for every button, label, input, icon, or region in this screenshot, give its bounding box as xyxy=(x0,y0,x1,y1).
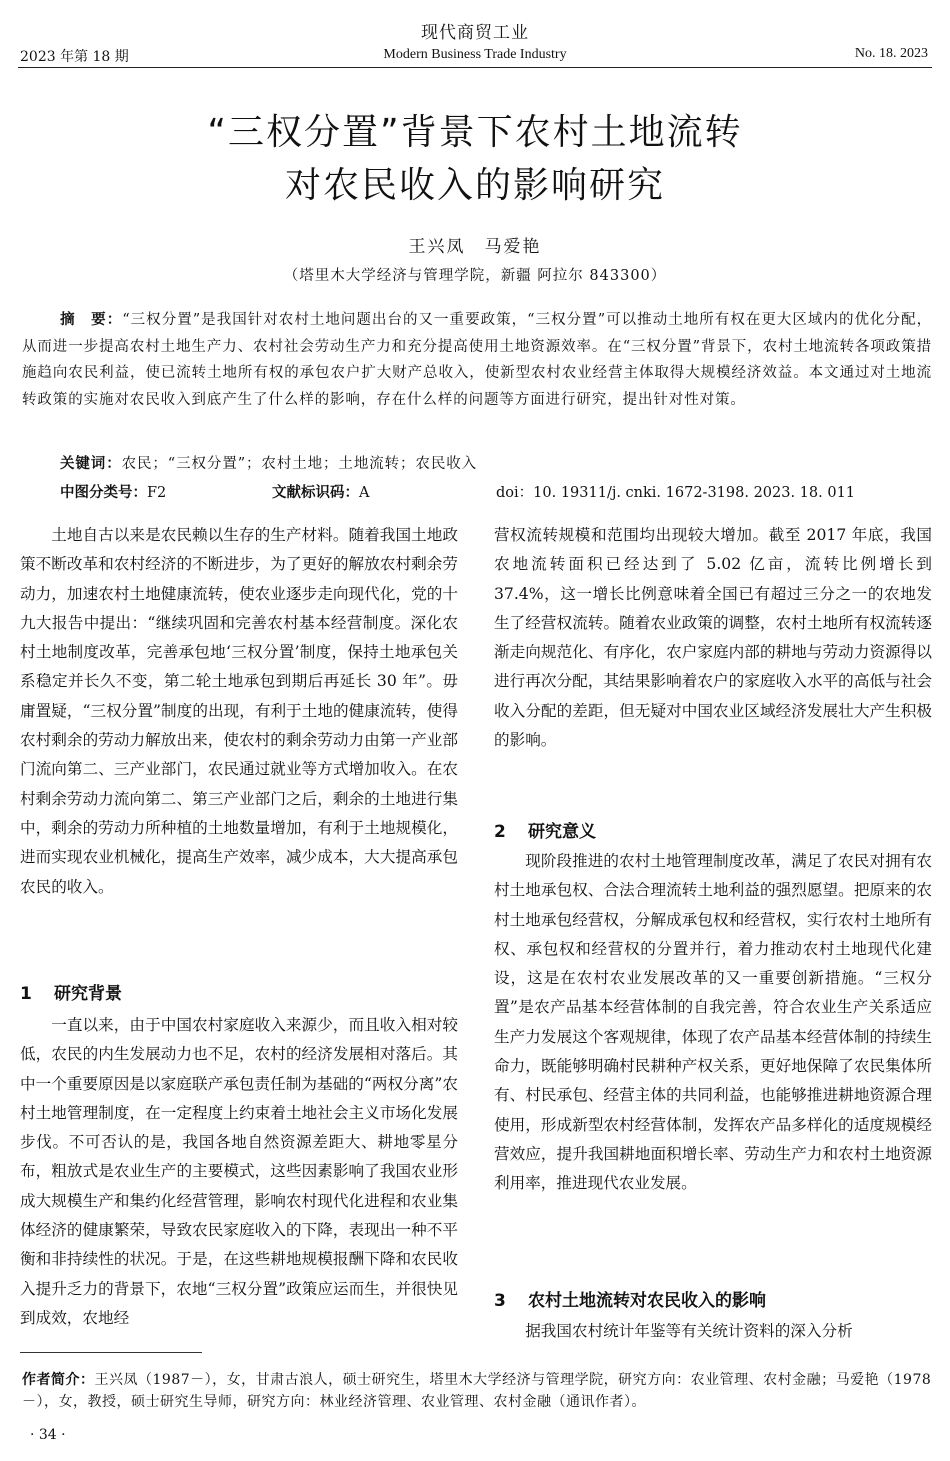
section-1-paragraph: 一直以来，由于中国农村家庭收入来源少，而且收入相对较低，农民的内生发展动力也不足，农村的经济发展相对落后。其中一个重要原因是以家庭联产承包责任制为基础的“两权分离”农村土地管理制度，在一定程度上约束着土地社会主义市场化发展步伐。不可否认的是，我国各地自然资源差距大、耕地零星分布，粗放式是农业生产的主要模式，这些因素影响了我国农业形成大规模生产和集约化经营管理，影响农村现代化进程和农业集体经济的健康繁荣，导致农民家庭收入的下降，表现出一种不平衡和非持续性的状况。于是，在这些耕地规模报酬下降和农民收入提升乏力的背景下，农地“三权分置”政策应运而生，并很快见到成效，农地经 xyxy=(20,1016,458,1327)
left-column-intro xyxy=(20,521,458,902)
section-1-title: 研究背景 xyxy=(54,984,122,1004)
section-1-heading xyxy=(20,979,122,1004)
affiliation: （塔里木大学经济与管理学院，新疆 阿拉尔 843300） xyxy=(283,268,667,284)
section-3-number: 3 xyxy=(494,1291,506,1311)
continued-paragraph: 营权流转规模和范围均出现较大增加。截至 2017 年底，我国农地流转面积已经达到了 5.02 亿亩，流转比例增长到 37.4%，这一增长比例意味着全国已有超过三分之一的农地发生了经营权流转。随着农业政策的调整，农村土地所有权流转逐渐走向规范化、有序化，农户家庭内部的耕地与劳动力资源得以进行再次分配，其结果影响着农户的家庭收入水平的高低与社会收入分配的差距，但无疑对中国农业区域经济发展壮大产生积极的影响。 xyxy=(494,526,932,750)
section-2-paragraph: 现阶段推进的农村土地管理制度改革，满足了农民对拥有农村土地承包权、合法合理流转土地利益的强烈愿望。把原来的农村土地承包经营权，分解成承包权和经营权，实行农村土地所有权、承包权和经营权的分置并行，着力推动农村土地现代化建设，这是在农村农业发展改革的又一重要创新措施。“三权分置”是农产品基本经营体制的自我完善，符合农业生产关系适应生产力发展这个客观规律，体现了农产品基本经营体制的持续生命力，既能够明确村民耕种产权关系，更好地保障了农民集体所有、村民承包、经营主体的共同利益，也能够推进耕地资源合理使用，形成新型农村经营体制，发挥农产品多样化的适度规模经营效应，提升我国耕地面积增长率、劳动生产力和农村土地资源利用率，推进现代农业发展。 xyxy=(494,852,932,1193)
right-column-section-2 xyxy=(494,847,932,1199)
journal-name-en: Modern Business Trade Industry xyxy=(383,47,567,62)
title-line-1: “三权分置”背景下农村土地流转 xyxy=(207,112,743,153)
keywords xyxy=(60,452,477,473)
footnote-label: 作者简介： xyxy=(22,1372,95,1388)
left-column-section-1 xyxy=(20,1011,458,1333)
journal-name: 现代商贸工业 xyxy=(421,23,529,43)
abstract-text: “三权分置”是我国针对农村土地问题出台的又一重要政策，“三权分置”可以推动土地所有权在更大区域内的优化分配，从而进一步提高农村土地生产力、农村社会劳动生产力和充分提高使用土地资源效率。在“三权分置”背景下，农村土地流转各项政策措施趋向农民利益，使已流转土地所有权的承包农户扩大财产总收入，使新型农村农业经营主体取得大规模经济效益。本文通过对土地流转政策的实施对农民收入到底产生了什么样的影响，存在什么样的问题等方面进行研究，提出针对性对策。 xyxy=(22,312,932,408)
clc-value: F2 xyxy=(147,485,167,501)
section-3-paragraph: 据我国农村统计年鉴等有关统计资料的深入分析 xyxy=(525,1322,853,1340)
section-3-title: 农村土地流转对农民收入的影响 xyxy=(528,1291,766,1311)
footnote-rule xyxy=(20,1352,202,1353)
section-2-heading xyxy=(494,817,596,842)
section-3-heading xyxy=(494,1286,766,1311)
clc-label: 中图分类号： xyxy=(60,485,147,501)
right-column-continued xyxy=(494,521,932,755)
doi: doi：10. 19311/j. cnki. 1672-3198. 2023. 18. 011 xyxy=(496,485,856,501)
abstract xyxy=(22,307,932,413)
right-column-section-3 xyxy=(494,1317,932,1346)
page-number: · 34 · xyxy=(30,1427,66,1443)
doc-code-label: 文献标识码： xyxy=(272,485,359,501)
issue-cn: 2023 年第 18 期 xyxy=(20,49,129,65)
authors: 王兴凤 马爱艳 xyxy=(408,237,542,257)
doc-code-value: A xyxy=(359,485,370,501)
section-2-number: 2 xyxy=(494,822,506,842)
author-footnote xyxy=(22,1369,932,1413)
section-2-title: 研究意义 xyxy=(528,822,596,842)
footnote-text: 王兴凤（1987－），女，甘肃古浪人，硕士研究生，塔里木大学经济与管理学院，研究方向：农业管理、农村金融；马爱艳（1978－），女，教授，硕士研究生导师，研究方向：林业经济管理、农业管理、农村金融（通讯作者）。 xyxy=(22,1372,932,1410)
header-rule xyxy=(18,67,932,68)
intro-paragraph: 土地自古以来是农民赖以生存的生产材料。随着我国土地政策不断改革和农村经济的不断进步，为了更好的解放农村剩余劳动力，加速农村土地健康流转，使农业逐步走向现代化，党的十九大报告中提出：“继续巩固和完善农村基本经营制度。深化农村土地制度改革，完善承包地‘三权分置’制度，保持土地承包关系稳定并长久不变，第二轮土地承包到期后再延长 30 年”。毋庸置疑，“三权分置”制度的出现，有利于土地的健康流转，使得农村剩余的劳动力解放出来，使农村的剩余劳动力由第一产业部门流向第二、三产业部门，农民通过就业等方式增加收入。在农村剩余劳动力流向第二、第三产业部门之后，剩余的土地进行集中，剩余的劳动力所种植的土地数量增加，有利于土地规模化，进而实现农业机械化，提高生产效率，减少成本，大大提高承包农民的收入。 xyxy=(20,526,458,896)
section-1-number: 1 xyxy=(20,984,32,1004)
keywords-label: 关键词： xyxy=(60,456,122,472)
issue-en: No. 18. 2023 xyxy=(854,46,928,61)
title-line-2: 对农民收入的影响研究 xyxy=(284,165,665,206)
keywords-text: 农民；“三权分置”；农村土地；土地流转；农民收入 xyxy=(121,456,478,472)
abstract-label: 摘 要： xyxy=(60,312,123,328)
